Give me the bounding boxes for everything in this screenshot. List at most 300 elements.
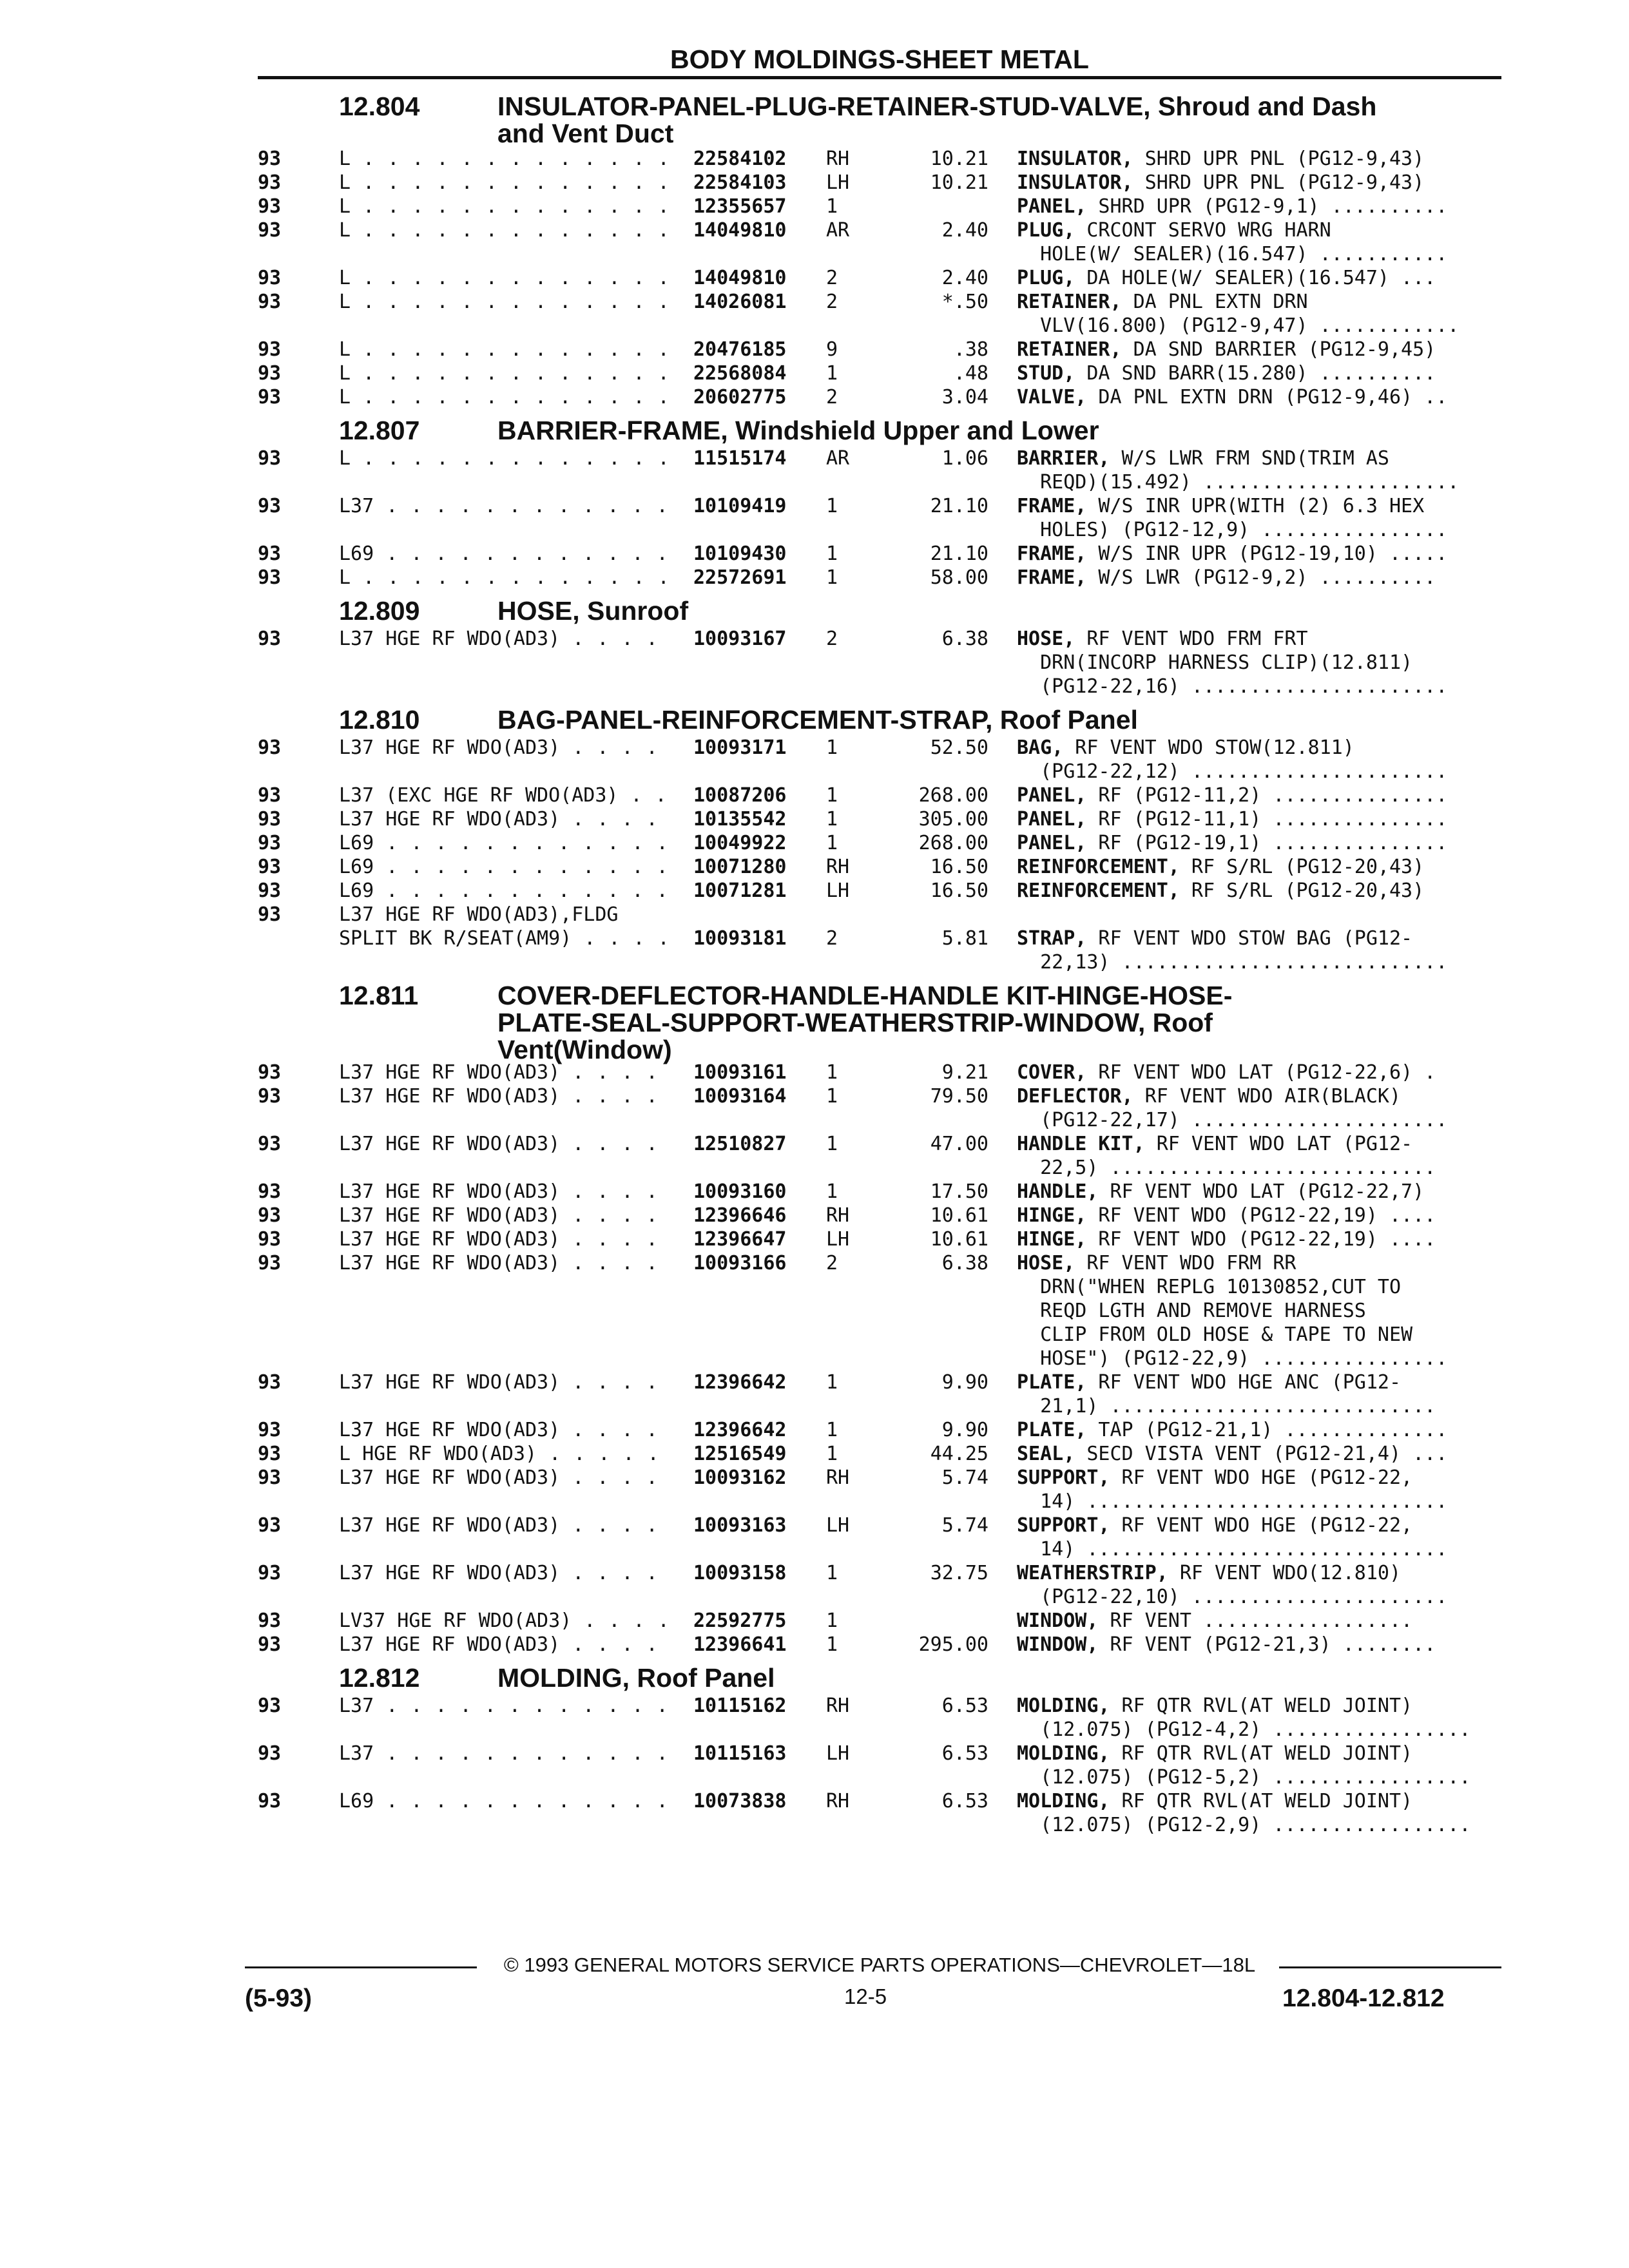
part-row — [0, 1609, 1629, 1633]
description — [1017, 1609, 1412, 1633]
part-row — [0, 147, 1629, 171]
description — [1017, 542, 1447, 566]
section-number: 12.811 — [339, 981, 419, 1010]
description-continuation: HOSE") (PG12-22,9) ................ — [1017, 1347, 1448, 1370]
usage-code — [339, 447, 670, 470]
section-title — [497, 706, 1503, 733]
dot-leader: . . . . . . . . . . . . — [374, 1695, 669, 1717]
quantity: 1 — [826, 1061, 838, 1084]
model-year: 93 — [258, 1371, 282, 1394]
usage-text: L37 HGE RF WDO(AD3),FLDG — [339, 903, 619, 926]
part-number: 10093166 — [693, 1252, 787, 1274]
description — [1017, 1227, 1436, 1251]
description-noun: PANEL, — [1017, 808, 1087, 831]
description-text: SHRD UPR PNL (PG12-9,43) — [1133, 148, 1425, 170]
description-noun: REINFORCEMENT, — [1017, 856, 1180, 878]
part-row — [0, 807, 1629, 831]
dot-leader: . . . . . . . . . . . . — [374, 495, 669, 517]
part-row — [0, 903, 1629, 927]
quantity: LH — [826, 879, 850, 902]
part-row — [0, 1061, 1629, 1084]
quantity: LH — [826, 1228, 850, 1251]
part-row — [0, 1180, 1629, 1204]
part-number: 12396646 — [693, 1204, 787, 1227]
usage-text: L — [339, 291, 351, 313]
description-continuation: (12.075) (PG12-2,9) ................. — [1017, 1814, 1471, 1836]
usage-text: L37 HGE RF WDO(AD3) — [339, 1252, 561, 1274]
quantity: 1 — [826, 1419, 838, 1441]
description-noun: HINGE, — [1017, 1204, 1087, 1227]
usage-code — [339, 1561, 659, 1585]
description-text: RF VENT WDO HGE (PG12-22, — [1110, 1466, 1413, 1489]
description — [1017, 1442, 1447, 1466]
section-title-line: PLATE-SEAL-SUPPORT-WEATHERSTRIP-WINDOW, Roof — [497, 1008, 1213, 1037]
description-text: RF VENT .................. — [1098, 1610, 1413, 1632]
dot-leader: . . . . — [560, 1419, 659, 1441]
description-continuation: DRN(INCORP HARNESS CLIP)(12.811) — [1017, 651, 1413, 674]
usage-code — [339, 1789, 669, 1813]
model-year: 93 — [258, 856, 282, 878]
usage-code — [339, 1251, 659, 1275]
usage-text: L37 — [339, 1695, 374, 1717]
dot-leader: . . . . — [572, 927, 670, 950]
model-year: 93 — [258, 543, 282, 565]
usage-code — [339, 147, 670, 171]
quantity: RH — [826, 1695, 850, 1717]
description — [1017, 807, 1447, 831]
usage-code — [339, 266, 670, 290]
usage-text: L37 HGE RF WDO(AD3) — [339, 1133, 561, 1155]
usage-text: L37 HGE RF WDO(AD3) — [339, 1061, 561, 1084]
part-number: 22592775 — [693, 1610, 787, 1632]
section-title — [497, 417, 1503, 444]
description — [1017, 1251, 1447, 1370]
description-text: RF VENT WDO STOW(12.811) — [1063, 736, 1354, 759]
usage-code — [339, 1633, 659, 1657]
description-continuation: 22,5) ............................ — [1017, 1157, 1436, 1179]
price: 47.00 — [930, 1133, 988, 1155]
usage-text: L — [339, 267, 351, 289]
description — [1017, 1084, 1447, 1132]
quantity: 1 — [826, 1085, 838, 1108]
model-year: 93 — [258, 566, 282, 589]
description — [1017, 627, 1447, 698]
usage-code — [339, 338, 670, 361]
description — [1017, 447, 1459, 494]
description-noun: FRAME, — [1017, 495, 1087, 517]
usage-code — [339, 542, 669, 566]
usage-text: L37 HGE RF WDO(AD3) — [339, 1371, 561, 1394]
description — [1017, 927, 1447, 974]
quantity: LH — [826, 171, 850, 194]
description-noun: STRAP, — [1017, 927, 1087, 950]
dot-leader: . . . . — [560, 1133, 659, 1155]
part-row — [0, 447, 1629, 494]
usage-code — [339, 831, 669, 855]
usage-text: L37 HGE RF WDO(AD3) — [339, 1466, 561, 1489]
model-year: 93 — [258, 1204, 282, 1227]
usage-code — [339, 783, 668, 807]
quantity: 1 — [826, 543, 838, 565]
description-noun: PLUG, — [1017, 267, 1075, 289]
description — [1017, 1132, 1436, 1180]
section-heading — [0, 91, 1629, 147]
model-year: 93 — [258, 1742, 282, 1765]
model-year: 93 — [258, 1695, 282, 1717]
part-row — [0, 783, 1629, 807]
section-gap — [0, 1837, 1629, 1843]
description-continuation: 22,13) ............................ — [1017, 951, 1448, 974]
price: 6.38 — [941, 1252, 988, 1274]
part-number: 10115163 — [693, 1742, 787, 1765]
dot-leader: . . . . . . . . . . . . — [374, 856, 669, 878]
part-number: 12355657 — [693, 195, 787, 218]
dot-leader: . . . . . . . . . . . . . — [351, 566, 670, 589]
usage-text: L69 — [339, 856, 374, 878]
price: .38 — [953, 338, 988, 361]
description-text: RF VENT (PG12-21,3) ........ — [1098, 1633, 1436, 1656]
model-year: 93 — [258, 1466, 282, 1489]
part-row — [0, 338, 1629, 361]
section-title-line: HOSE, Sunroof — [497, 596, 689, 626]
section-gap — [0, 1657, 1629, 1663]
part-row — [0, 627, 1629, 698]
part-number: 10093171 — [693, 736, 787, 759]
footer-section-range: 12.804-12.812 — [1282, 1984, 1445, 2012]
part-row — [0, 855, 1629, 879]
part-number: 10109419 — [693, 495, 787, 517]
description — [1017, 831, 1447, 855]
dot-leader: . . — [618, 784, 668, 807]
part-number: 12516549 — [693, 1443, 787, 1465]
price: 5.74 — [941, 1514, 988, 1537]
dot-leader: . . . . . . . . . . . . . — [351, 386, 670, 408]
dot-leader: . . . . — [560, 808, 659, 831]
description-noun: PLATE, — [1017, 1419, 1087, 1441]
part-number: 10093161 — [693, 1061, 787, 1084]
description-text: CRCONT SERVO WRG HARN — [1075, 219, 1331, 242]
description-noun: BARRIER, — [1017, 447, 1110, 470]
description-noun: MOLDING, — [1017, 1695, 1110, 1717]
price: 305.00 — [918, 808, 988, 831]
usage-code — [339, 1742, 669, 1765]
usage-code — [339, 361, 670, 385]
section-number: 12.809 — [339, 596, 420, 626]
dot-leader: . . . . — [560, 1466, 659, 1489]
usage-code — [339, 855, 669, 879]
quantity: 1 — [826, 362, 838, 385]
usage-code — [339, 290, 670, 314]
price: 268.00 — [918, 832, 988, 854]
description-text: DA PNL EXTN DRN (PG12-9,46) .. — [1086, 386, 1448, 408]
description — [1017, 1466, 1447, 1514]
section-number: 12.812 — [339, 1663, 420, 1693]
dot-leader: . . . . — [560, 1633, 659, 1656]
usage-text: L — [339, 386, 351, 408]
part-number: 22572691 — [693, 566, 787, 589]
description-text: RF (PG12-11,1) ............... — [1086, 808, 1448, 831]
dot-leader: . . . . — [560, 1562, 659, 1584]
description — [1017, 195, 1447, 218]
description — [1017, 1061, 1436, 1084]
price: 16.50 — [930, 856, 988, 878]
description-noun: HOSE, — [1017, 1252, 1075, 1274]
description-noun: VALVE, — [1017, 386, 1087, 408]
dot-leader: . . . . . . . . . . . . . — [351, 447, 670, 470]
part-number: 12396642 — [693, 1419, 787, 1441]
usage-text: LV37 HGE RF WDO(AD3) — [339, 1610, 572, 1632]
part-number: 10093158 — [693, 1562, 787, 1584]
quantity: 2 — [826, 291, 838, 313]
quantity: LH — [826, 1742, 850, 1765]
section-number: 12.807 — [339, 416, 420, 445]
dot-leader: . . . . . . . . . . . . — [374, 543, 669, 565]
usage-code — [339, 1694, 669, 1718]
description — [1017, 1561, 1447, 1609]
usage-code — [339, 736, 659, 760]
description-continuation: HOLES) (PG12-12,9) ................ — [1017, 519, 1448, 541]
quantity: RH — [826, 148, 850, 170]
quantity: 1 — [826, 1610, 838, 1632]
description — [1017, 385, 1447, 409]
dot-leader: . . . . . — [537, 1443, 660, 1465]
description-continuation: DRN("WHEN REPLG 10130852,CUT TO — [1017, 1276, 1402, 1298]
usage-code — [339, 627, 659, 651]
model-year: 93 — [258, 338, 282, 361]
footer-page-number: 12-5 — [844, 1984, 887, 2008]
part-row — [0, 385, 1629, 409]
price: 2.40 — [941, 219, 988, 242]
quantity: 2 — [826, 927, 838, 950]
model-year: 93 — [258, 903, 282, 926]
price: 10.61 — [930, 1228, 988, 1251]
price: 5.74 — [941, 1466, 988, 1489]
price: 10.61 — [930, 1204, 988, 1227]
description — [1017, 855, 1424, 879]
description-text: SECD VISTA VENT (PG12-21,4) ... — [1075, 1443, 1448, 1465]
price: .48 — [953, 362, 988, 385]
usage-code — [339, 879, 669, 903]
description-noun: DEFLECTOR, — [1017, 1085, 1133, 1108]
model-year: 93 — [258, 195, 282, 218]
description-text: W/S LWR (PG12-9,2) .......... — [1086, 566, 1436, 589]
dot-leader: . . . . . . . . . . . . . — [351, 267, 670, 289]
part-row — [0, 266, 1629, 290]
price: 1.06 — [941, 447, 988, 470]
usage-code — [339, 1442, 660, 1466]
price: 9.90 — [941, 1419, 988, 1441]
description-text: DA SND BARR(15.280) .......... — [1075, 362, 1436, 385]
description-text: RF VENT WDO(12.810) — [1168, 1562, 1402, 1584]
description — [1017, 1514, 1447, 1561]
description-text: RF (PG12-11,2) ............... — [1086, 784, 1448, 807]
price: 9.90 — [941, 1371, 988, 1394]
description — [1017, 1370, 1436, 1418]
quantity: AR — [826, 219, 850, 242]
part-number: 22584103 — [693, 171, 787, 194]
usage-text: L37 HGE RF WDO(AD3) — [339, 1204, 561, 1227]
model-year: 93 — [258, 362, 282, 385]
part-row — [0, 1742, 1629, 1789]
price: 79.50 — [930, 1085, 988, 1108]
part-number: 10093181 — [693, 927, 787, 950]
description-text: RF VENT WDO LAT (PG12-22,7) — [1098, 1180, 1425, 1203]
quantity: 1 — [826, 736, 838, 759]
price: 6.38 — [941, 628, 988, 650]
part-number: 10115162 — [693, 1695, 787, 1717]
description-text: RF QTR RVL(AT WELD JOINT) — [1110, 1695, 1413, 1717]
price: 52.50 — [930, 736, 988, 759]
description — [1017, 494, 1447, 542]
description-text: DA HOLE(W/ SEALER)(16.547) ... — [1075, 267, 1436, 289]
quantity: 1 — [826, 1443, 838, 1465]
description-text: RF VENT WDO FRM RR — [1075, 1252, 1296, 1274]
section-number: 12.810 — [339, 705, 420, 735]
part-row — [0, 1084, 1629, 1132]
part-number: 10049922 — [693, 832, 787, 854]
section-title — [497, 1664, 1503, 1691]
description-noun: MOLDING, — [1017, 1742, 1110, 1765]
section-gap — [0, 698, 1629, 705]
description-noun: MOLDING, — [1017, 1790, 1110, 1812]
dot-leader: . . . . — [560, 1061, 659, 1084]
section-gap — [0, 409, 1629, 416]
section-heading — [0, 416, 1629, 447]
part-row — [0, 1561, 1629, 1609]
quantity: RH — [826, 856, 850, 878]
dot-leader: . . . . — [560, 736, 659, 759]
dot-leader: . . . . — [560, 1180, 659, 1203]
footer-copyright: © 1993 GENERAL MOTORS SERVICE PARTS OPERATIONS—CHEVROLET—18L — [503, 1954, 1256, 1976]
model-year: 93 — [258, 219, 282, 242]
price: 32.75 — [930, 1562, 988, 1584]
description-continuation: (12.075) (PG12-5,2) ................. — [1017, 1766, 1471, 1789]
usage-text: L — [339, 447, 351, 470]
quantity: 9 — [826, 338, 838, 361]
description-text: DA SND BARRIER (PG12-9,45) — [1121, 338, 1436, 361]
footer-rule-right — [1279, 1966, 1501, 1968]
quantity: 1 — [826, 495, 838, 517]
usage-code — [339, 1514, 659, 1537]
usage-text: L37 HGE RF WDO(AD3) — [339, 1180, 561, 1203]
description-noun: STUD, — [1017, 362, 1075, 385]
model-year: 93 — [258, 267, 282, 289]
description-noun: WEATHERSTRIP, — [1017, 1562, 1168, 1584]
part-number: 10093167 — [693, 628, 787, 650]
usage-code — [339, 218, 670, 242]
footer-rule-left — [245, 1966, 477, 1968]
description-text: W/S INR UPR(WITH (2) 6.3 HEX — [1086, 495, 1425, 517]
usage-text: L37 HGE RF WDO(AD3) — [339, 1633, 561, 1656]
usage-text: L — [339, 195, 351, 218]
dot-leader: . . . . — [560, 1204, 659, 1227]
part-row — [0, 1132, 1629, 1180]
description-continuation: (PG12-22,17) ...................... — [1017, 1109, 1448, 1131]
quantity: RH — [826, 1790, 850, 1812]
section-heading — [0, 596, 1629, 627]
part-number: 14049810 — [693, 267, 787, 289]
price: 44.25 — [930, 1443, 988, 1465]
model-year: 93 — [258, 784, 282, 807]
description-text: RF S/RL (PG12-20,43) — [1179, 856, 1425, 878]
part-row — [0, 494, 1629, 542]
description — [1017, 783, 1447, 807]
part-number: 10093164 — [693, 1085, 787, 1108]
usage-text: L37 (EXC HGE RF WDO(AD3) — [339, 784, 619, 807]
quantity: 1 — [826, 195, 838, 218]
usage-text: L — [339, 219, 351, 242]
part-number: 10093163 — [693, 1514, 787, 1537]
description-text: RF VENT WDO FRM FRT — [1075, 628, 1308, 650]
model-year: 93 — [258, 1790, 282, 1812]
model-year: 93 — [258, 1514, 282, 1537]
usage-text: L69 — [339, 1790, 374, 1812]
usage-text: L — [339, 338, 351, 361]
price: 58.00 — [930, 566, 988, 589]
page-header: BODY MOLDINGS-SHEET METAL — [258, 45, 1501, 79]
price: 21.10 — [930, 543, 988, 565]
part-row — [0, 879, 1629, 903]
part-row — [0, 1789, 1629, 1837]
usage-code — [339, 1418, 659, 1442]
model-year: 93 — [258, 1443, 282, 1465]
description-text: RF VENT WDO (PG12-22,19) .... — [1086, 1204, 1436, 1227]
part-number: 10109430 — [693, 543, 787, 565]
part-row — [0, 1251, 1629, 1370]
description — [1017, 879, 1424, 903]
dot-leader: . . . . — [560, 1085, 659, 1108]
description-continuation: (PG12-22,10) ...................... — [1017, 1586, 1448, 1608]
description — [1017, 1180, 1424, 1204]
description-noun: COVER, — [1017, 1061, 1087, 1084]
usage-text: L37 HGE RF WDO(AD3) — [339, 1514, 561, 1537]
description-noun: HINGE, — [1017, 1228, 1087, 1251]
part-row — [0, 831, 1629, 855]
description-continuation: 21,1) ............................ — [1017, 1395, 1436, 1418]
dot-leader: . . . . . . . . . . . . — [374, 1790, 669, 1812]
description — [1017, 218, 1447, 266]
description-noun: PLUG, — [1017, 219, 1075, 242]
description-continuation: REQD LGTH AND REMOVE HARNESS — [1017, 1300, 1366, 1322]
price: 5.81 — [941, 927, 988, 950]
description-noun: REINFORCEMENT, — [1017, 879, 1180, 902]
price: 21.10 — [930, 495, 988, 517]
model-year: 93 — [258, 1228, 282, 1251]
quantity: 2 — [826, 386, 838, 408]
description-noun: HANDLE KIT, — [1017, 1133, 1145, 1155]
part-number: 12510827 — [693, 1133, 787, 1155]
price: 16.50 — [930, 879, 988, 902]
description — [1017, 1694, 1470, 1742]
section-heading — [0, 705, 1629, 736]
part-number: 12396641 — [693, 1633, 787, 1656]
part-row — [0, 1442, 1629, 1466]
usage-text: L69 — [339, 832, 374, 854]
part-number: 10093160 — [693, 1180, 787, 1203]
model-year: 93 — [258, 1180, 282, 1203]
description-noun: BAG, — [1017, 736, 1064, 759]
model-year: 93 — [258, 148, 282, 170]
description-text: RF (PG12-19,1) ............... — [1086, 832, 1448, 854]
usage-code — [339, 1132, 659, 1156]
model-year: 93 — [258, 808, 282, 831]
section-title — [497, 597, 1503, 624]
part-number: 14049810 — [693, 219, 787, 242]
part-row — [0, 566, 1629, 590]
quantity: 1 — [826, 832, 838, 854]
section-title-line: COVER-DEFLECTOR-HANDLE-HANDLE KIT-HINGE-HOSE- — [497, 981, 1233, 1010]
quantity: LH — [826, 1514, 850, 1537]
